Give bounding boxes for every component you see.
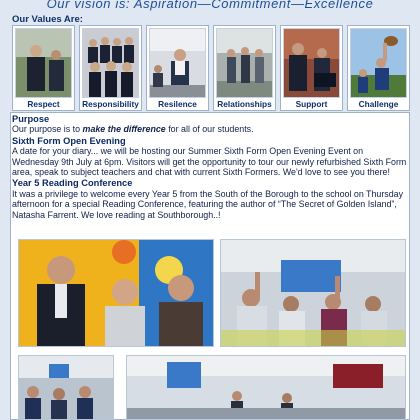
purpose-text-start: Our purpose is to [12,124,83,135]
value-tile-relationships [213,25,276,111]
purpose-text [12,124,408,134]
value-label: Support [295,99,328,109]
value-label: Challenge [358,99,399,109]
author-visit-photo [18,239,214,347]
value-label: Responsibility [82,99,139,109]
open-evening-text: A date for your diary... we will be hosting our Summer Sixth Form Open Evening Event on Wednesday 9th July at 6pm. Visitors will get the opportunity to tour our newly refurbished Sixth Form area, speak to subject teachers and chat with current Sixth Formers. We'd love to see you there! [12,146,407,178]
responsibility-photo [82,28,139,98]
conference-hall-photo [126,355,406,420]
value-tile-challenge [347,25,410,111]
vision-banner: Our vision is: Aspiration—Commitment—Excellence [46,0,374,11]
value-tile-respect [12,25,75,111]
audience-hall-photo [220,239,406,347]
purpose-heading: Purpose [12,114,50,124]
reading-conference-heading: Year 5 Reading Conference [12,178,133,189]
purpose-text-end: for all of our students. [165,124,254,135]
relationships-photo [216,28,273,98]
students-photo [18,355,114,420]
values-title: Our Values Are: [12,14,83,25]
respect-photo [15,28,72,98]
open-evening-heading: Sixth Form Open Evening [12,135,126,146]
reading-conference-text: It was a privilege to welcome every Year 5 from the South of the Borough to the school on Thursday afternoon for a special Reading Conference, featuring the author of “The Secret of Golden Island”, Natasha Farrent. We love reading at Southborough..! [12,188,404,220]
challenge-photo [350,28,407,98]
support-photo [283,28,340,98]
newsletter-text [12,114,408,221]
purpose-emphasis: make the difference [82,124,166,135]
value-tile-resilence [146,25,209,111]
value-label: Respect [27,99,60,109]
value-label: Relationships [217,99,272,109]
resilence-photo [149,28,206,98]
value-tile-responsibility [79,25,142,111]
value-tile-support [280,25,343,111]
value-label: Resilence [158,99,197,109]
